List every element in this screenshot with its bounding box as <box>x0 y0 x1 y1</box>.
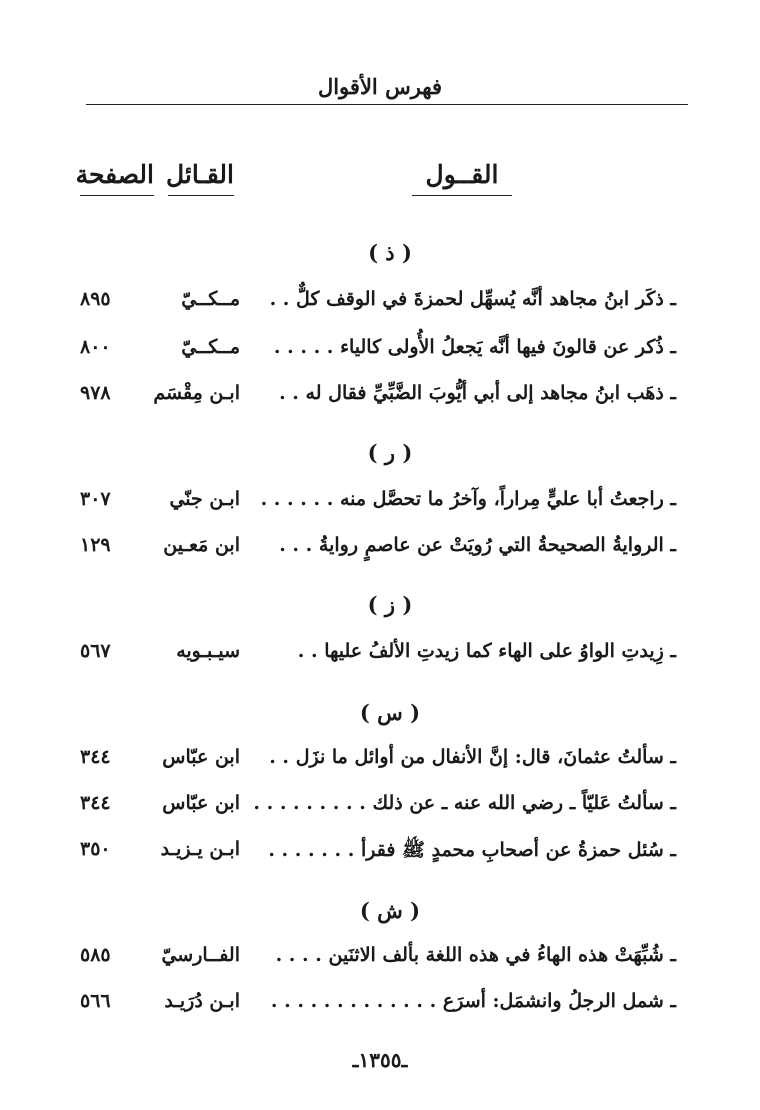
running-header: فهرس الأقوال <box>317 74 443 99</box>
index-entry <box>0 534 760 570</box>
entry-speaker: ابـن دُرَيـد <box>164 990 240 1012</box>
entry-page-number: ٩٧٨ <box>80 382 111 404</box>
index-entry <box>0 288 760 324</box>
entry-page-number: ٨٠٠ <box>80 336 111 358</box>
column-header-underline <box>412 195 512 196</box>
leader-dots: . . <box>269 746 290 768</box>
entry-page-number: ٥٦٦ <box>80 990 111 1012</box>
index-entry <box>0 746 760 782</box>
leader-dots: . . . . . . <box>260 488 334 510</box>
page-number: ـ١٣٥٥ـ <box>352 1048 408 1072</box>
entry-page-number: ٣٠٧ <box>80 488 111 510</box>
entry-saying: ـ ذُكر عن قالونَ فيها أنَّه يَجعلُ الأُولى كالياء . . . . . <box>273 336 676 358</box>
entry-saying: ـ ذهَب ابنُ مجاهد إلى أبي أيُّوبَ الضَّبِّيِّ فقال له . . <box>279 382 676 404</box>
index-entry <box>0 944 760 980</box>
column-header-underline <box>80 195 154 196</box>
section-letter: ( س ) <box>359 700 421 725</box>
entry-speaker: سيـبـويه <box>176 640 240 662</box>
section-letter: ( ذ ) <box>368 240 412 265</box>
entry-saying: ـ راجعتُ أبا عليٍّ مِراراً، وآخرُ ما تحصَّل منه . . . . . . <box>260 488 676 510</box>
entry-page-number: ٣٤٤ <box>80 792 111 814</box>
index-entry <box>0 640 760 676</box>
leader-dots: . . . . . . . <box>268 839 355 861</box>
entry-page-number: ١٢٩ <box>80 534 111 556</box>
index-entry <box>0 838 760 874</box>
entry-speaker: ابـن يـزيـد <box>160 838 240 860</box>
index-entry <box>0 990 760 1026</box>
column-header-page-label: الصفحة <box>75 160 154 189</box>
entry-saying: ـ الروايةُ الصحيحةُ التي رُويَتْ عن عاصمٍ روايةُ . . . <box>279 534 676 556</box>
entry-page-number: ٣٤٤ <box>80 746 111 768</box>
index-entry <box>0 488 760 524</box>
leader-dots: . . <box>297 640 318 662</box>
column-header-page <box>75 160 154 196</box>
entry-page-number: ٥٨٥ <box>80 944 111 966</box>
leader-dots: . . . . . . . . . <box>253 792 366 814</box>
leader-dots: . . . . . . . . . . . . . <box>270 990 437 1012</box>
entry-speaker: الفــارسيّ <box>161 944 240 966</box>
entry-speaker: ابن عبّاس <box>162 792 240 814</box>
entry-saying: ـ ذكَر ابنُ مجاهد أنَّه يُسهِّل لحمزةَ في الوقف كلٌّ . . <box>269 288 676 310</box>
leader-dots: . . . . . <box>273 336 334 358</box>
column-header-underline <box>168 195 234 196</box>
entry-speaker: ابـن مِقْسَم <box>153 382 240 404</box>
index-entry <box>0 336 760 372</box>
leader-dots: . . <box>279 382 299 404</box>
header-rule <box>86 104 688 105</box>
entry-saying: ـ سألتُ عَليّاً ـ رضي الله عنه ـ عن ذلك . . . . . . . . . <box>253 792 676 814</box>
entry-speaker: مــكــيّ <box>181 336 240 358</box>
index-entry <box>0 382 760 418</box>
entry-saying: ـ زِيدتِ الواوُ على الهاء كما زيدتِ الألفُ عليها . . <box>297 640 676 662</box>
column-header-speaker <box>165 160 234 196</box>
entry-page-number: ٨٩٥ <box>80 288 111 310</box>
section-letter: ( ر ) <box>367 440 413 465</box>
column-header-speaker-label: القـائل <box>165 160 234 189</box>
leader-dots: . . . . <box>275 944 322 966</box>
entry-speaker: ابن عبّاس <box>162 746 240 768</box>
section-letter: ( ز ) <box>367 592 413 617</box>
entry-saying: ـ سألتُ عثمانَ، قال: إنَّ الأنفال من أوائل ما نزَل . . <box>269 746 676 768</box>
entry-saying: ـ شمل الرجلُ وانشمَل: أسرَع . . . . . . . . . . . . . <box>270 990 676 1012</box>
column-header-saying-label: القــول <box>425 160 499 189</box>
section-letter: ( ش ) <box>359 898 421 923</box>
column-header-saying <box>412 160 512 196</box>
entry-speaker: ابن مَعـين <box>163 534 240 556</box>
entry-saying: ـ شُبِّهَتْ هذه الهاءُ في هذه اللغة بألف الاثنَين . . . . <box>275 944 676 966</box>
entry-speaker: ابـن جنّي <box>169 488 240 510</box>
entry-page-number: ٥٦٧ <box>80 640 111 662</box>
leader-dots: . . <box>269 288 290 310</box>
entry-page-number: ٣٥٠ <box>80 838 111 860</box>
leader-dots: . . . <box>279 534 313 556</box>
index-entry <box>0 792 760 828</box>
entry-speaker: مــكــيّ <box>181 288 240 310</box>
entry-saying: ـ سُئل حمزةُ عن أصحابِ محمدٍ ﷺ فقرأ . . . . . . . <box>268 839 676 861</box>
